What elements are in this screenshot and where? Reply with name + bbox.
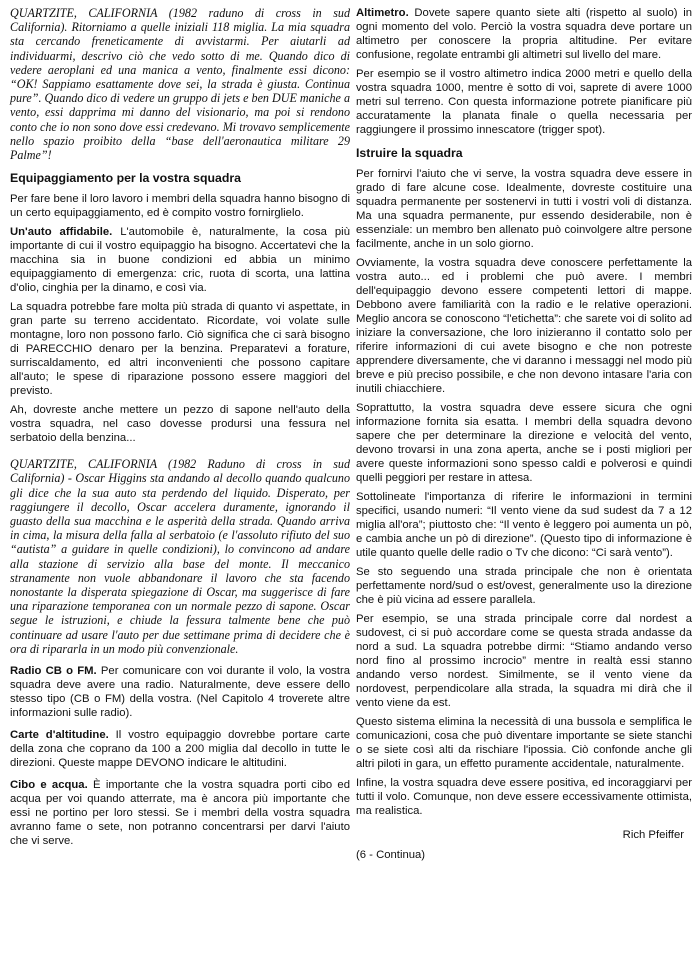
auto-paragraph [10,225,350,295]
altimetro-paragraph [356,6,692,62]
radio-text: Per comunicare con voi durante il volo, la vostra squadra deve avere una radio. Naturalmente, deve essere dello stesso tipo (CB o FM) della vostra. (Nel Capitolo 4 troverete altre informazioni sulle radio). [10,665,350,720]
istruire-paragraph-8: Infine, la vostra squadra deve essere positiva, ed incoraggiarvi per tutti il volo. Comunque, non deve essere eccessivamente ottimista, ma realistica. [356,777,692,817]
radio-paragraph [10,664,350,720]
altimetro-lead: Altimetro. [356,7,409,19]
right-column [356,6,692,867]
cibo-lead: Cibo e acqua. [10,779,88,792]
istruire-paragraph-5: Se sto seguendo una strada principale che non è orientata perfettamente nord/sud o est/ovest, generalmente uso la direzione che è più vicina ad essere parallela. [356,566,692,606]
altimetro-text: Dovete sapere quanto siete alti (rispetto al suolo) in ogni momento del volo. Perciò la vostra squadra deve portare un altimetro per conoscere la propria altitudine. Per evitare confusione, regolate entrambi gli altimetri sul livello del mare. [356,7,692,61]
auto-paragraph-3: Ah, dovreste anche mettere un pezzo di sapone nell'auto della vostra squadra, nel caso dovesse prodursi una fessura nel serbatoio della benzina... [10,404,350,445]
carte-paragraph [10,728,350,770]
istruire-paragraph-7: Questo sistema elimina la necessità di una bussola e semplifica le comunicazioni, cosa che può diventare importante se siete stanchi o se siete così alti da rischiare l'ipossia. Ciò confonde anche gli altri piloti in gara, un effetto puramente accidentale, naturalmente. [356,716,692,770]
cibo-paragraph [10,778,350,848]
altimetro-paragraph-2: Per esempio se il vostro altimetro indica 2000 metri e quello della vostra squadra 1000, mentre è sotto di voi, saprete di avere 1000 metri sul terreno. Con questa informazione potrete pianificare più accuratamente la planata finale o quella necessaria per raggiungere il prossimo innescatore (trigger spot). [356,68,692,136]
heading-equipaggiamento: Equipaggiamento per la vostra squadra [10,171,241,186]
auto-text: L'automobile è, naturalmente, la cosa più importante di cui il vostro equipaggio ha bisogno. Accertatevi che la macchina sia in buone condizioni ed abbia un minimo equipaggiamento di emergenza: cric, ruota di scorta, una lattina d'olio, cinghia per la dinamo, e così via. [10,226,350,295]
continua-note: (6 - Continua) [356,849,426,861]
istruire-paragraph-3: Soprattutto, la vostra squadra deve essere sicura che ogni informazione fornita sia esatta. I membri della squadra devono sapere che per determinare la direzione e velocità del vento, devono trovarsi in una zona aperta, anche se i posti migliori per avere queste informazioni sono spesso caldi e polverosi e quindi quelli peggiori per restare in attesa. [356,402,692,484]
heading-istruire: Istruire la squadra [356,146,463,160]
istruire-paragraph-2: Ovviamente, la vostra squadra deve conoscere perfettamente la vostra auto... ed i problemi che può avere. I membri dell'equipaggio devono essere competenti lettori di mappe. Debbono avere familiarità con la radio e le relative operazioni. Meglio ancora se conoscono “l'etichetta”: che sarete voi di solito ad iniziare la conversazione, che loro inizieranno il contatto solo per riferire informazioni di cui avete bisogno e che non potreste apprendere diversamente, che vi daranno i messaggi nel modo più breve e più preciso possibile, e che non devono intasare l'aria con inutili chiacchiere. [356,257,692,395]
auto-paragraph-2: La squadra potrebbe fare molta più strada di quanto vi aspettate, in gran parte su terreno accidentato. Ricordate, voi volate sulle montagne, loro non possono farlo. Ciò significa che ci sarà bisogno di PARECCHIO denaro per la benzina. Preparatevi a forature, surriscaldamento, ed altri inconvenienti che possono capitare all'auto; le spese di riparazione possono essere maggiori del previsto. [10,301,350,398]
equip-intro-paragraph: Per fare bene il loro lavoro i membri della squadra hanno bisogno di un certo equipaggiamento, ed è compito vostro fornirglielo. [10,193,350,220]
author-signature: Rich Pfeiffer [622,829,684,841]
auto-lead: Un'auto affidabile. [10,226,113,239]
istruire-paragraph-4: Sottolineate l'importanza di riferire le informazioni in termini specifici, usando numeri: “Il vento viene da sud sudest da 7 a 12 miglia all'ora”; piuttosto che: “Il vento è leggero poi aumenta un pò, e cambia anche un pò di direzione”. (Questo tipo di informazione è utile quanto quelle delle radio o Tv che dicono: “Ci sarà vento”). [356,491,692,559]
cibo-text: È importante che la vostra squadra porti cibo ed acqua per voi quando atterrate, ma è ancora più importante che essi ne portino per loro stessi. Se i membri della vostra squadra avranno fame o sete, non potranno concentrarsi per darvi l'aiuto che vi serve. [10,779,351,848]
istruire-paragraph-6: Per esempio, se una strada principale corre dal nordest a sudovest, ci si può accordare come se questa strada andasse da nord a sud. La squadra potrebbe dirmi: “Stiamo andando verso nord fino al prossimo incrocio” mentre in realtà essi stanno andando verso nordest. Similmente, se il vento viene da nordovest, perpendicolare alla strada, la squadra mi dirà che il vento viene da est. [356,613,692,709]
carte-lead: Carte d'altitudine. [10,729,109,742]
radio-lead: Radio CB o FM. [10,665,97,678]
carte-text: Il vostro equipaggio dovrebbe portare carte della zona che coprano da 100 a 200 miglia dal decollo in tutte le direzioni. Queste mappe DEVONO indicare le altitudini. [10,729,350,770]
istruire-paragraph-1: Per fornirvi l'aiuto che vi serve, la vostra squadra deve essere in grado di fare alcune cose. Idealmente, dovreste costituire una squadra permanente per sostenervi in tutti i vostri voli di distanza. Ma una squadra permanente, pur essendo desiderabile, non è essenziale: un membro ben allenato può coinvolgere altre persone facilmente, anche in un solo giorno. [356,168,692,250]
left-column [10,6,350,853]
quartzite-anecdote-2: QUARTZITE, CALIFORNIA (1982 Raduno di cross in sud California) - Oscar Higgins sta andando al decollo quando qualcuno gli dice che la sua auto sta perdendo del liquido. Disperato, per raggiungere il decollo, Oscar accelera duramente, ignorando il guasto della sua macchina e le asperità della strada. Quando arriva in cima, la misura della falla al serbatoio (e l'assoluto rifiuto del suo “autista” a guidare in quelle condizioni), lo convincono ad andare alla stazione di servizio alla base del monte. Il meccanico stranamente non vuole abbandonare il lavoro che sta facendo nonostante la disperata spiegazione di Oscar, ma suggerisce di fare una riparazione temporanea con un normale pezzo di sapone. Oscar segue le istruzioni, e chiude la fessura talmente bene che può continuare ad usare l'auto per due settimane prima di decidere che è ora di ripararla in un modo più convenzionale. [10,457,350,656]
quartzite-anecdote-1: QUARTZITE, CALIFORNIA (1982 raduno di cross in sud California). Ritorniamo a quelle iniziali 118 miglia. La mia squadra sta cercando freneticamente di avvistarmi. Per aiutarli ad individuarmi, descrivo ciò che vedo sotto di me. Quando dico di vedere aeroplani ed una manica a vento, finalmente essi dicono: “OK! Sappiamo esattamente dove sei, la strada è giusta. Continua pure”. Quando dico di vedere un gruppo di jets e ben DUE maniche a vento, essi dapprima mi danno del visionario, ma poi si rendono conto che io non sono dove essi credevano. Mi trovavo semplicemente nello spazio proibito della “base dell'aeronautica militare 29 Palme”! [10,6,350,163]
